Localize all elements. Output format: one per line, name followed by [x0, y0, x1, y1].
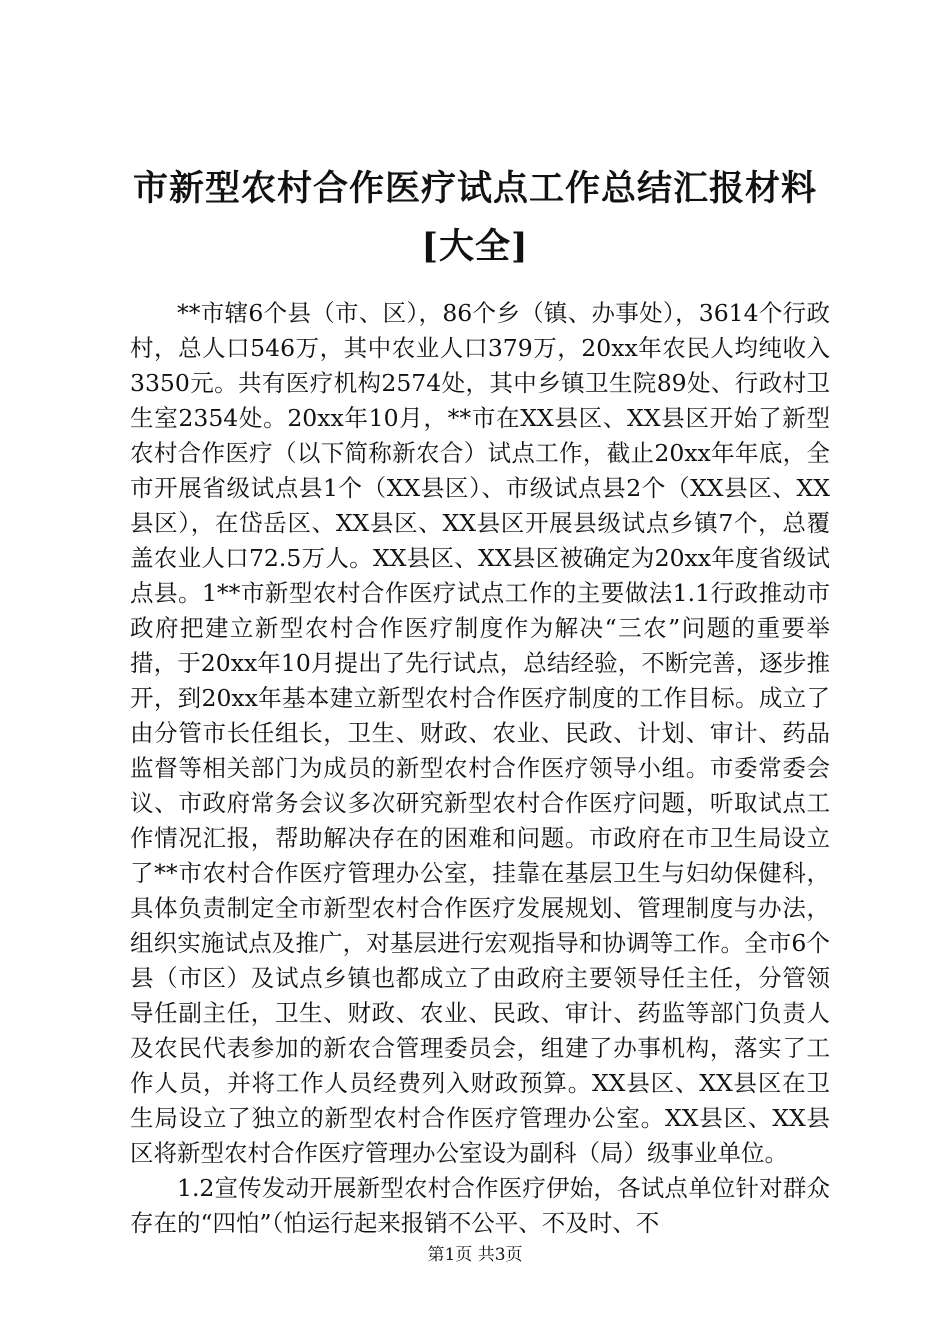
- document-body: [130, 296, 830, 1241]
- paragraph-2: 1.2宣传发动开展新型农村合作医疗伊始，各试点单位针对群众存在的“四怕”（怕运行起来报销不公平、不及时、不: [130, 1174, 830, 1237]
- paragraph-1: **市辖6个县（市、区），86个乡（镇、办事处），3614个行政村，总人口546万，其中农业人口379万，20xx年农民人均纯收入3350元。共有医疗机构2574处，其中乡镇卫生院89处、行政村卫生室2354处。20xx年10月，**市在XX县区、XX县区开始了新型农村合作医疗（以下简称新农合）试点工作，截止20xx年年底，全市开展省级试点县1个（XX县区）、市级试点县2个（XX县区、XX县区），在岱岳区、XX县区、XX县区开展县级试点乡镇7个，总覆盖农业人口72.5万人。XX县区、XX县区被确定为20xx年度省级试点县。1**市新型农村合作医疗试点工作的主要做法1.1行政推动市政府把建立新型农村合作医疗制度作为解决“三农”问题的重要举措，于20xx年10月提出了先行试点，总结经验，不断完善，逐步推开，到20xx年基本建立新型农村合作医疗制度的工作目标。成立了由分管市长任组长，卫生、财政、农业、民政、计划、审计、药品监督等相关部门为成员的新型农村合作医疗领导小组。市委常委会议、市政府常务会议多次研究新型农村合作医疗问题，听取试点工作情况汇报，帮助解决存在的困难和问题。市政府在市卫生局设立了**市农村合作医疗管理办公室，挂靠在基层卫生与妇幼保健科，具体负责制定全市新型农村合作医疗发展规划、管理制度与办法，组织实施试点及推广，对基层进行宏观指导和协调等工作。全市6个县（市区）及试点乡镇也都成立了由政府主要领导任主任，分管领导任副主任，卫生、财政、农业、民政、审计、药监等部门负责人及农民代表参加的新农合管理委员会，组建了办事机构，落实了工作人员，并将工作人员经费列入财政预算。XX县区、XX县区在卫生局设立了独立的新型农村合作医疗管理办公室。XX县区、XX县区将新型农村合作医疗管理办公室设为副科（局）级事业单位。: [130, 299, 830, 1167]
- document-title: 市新型农村合作医疗试点工作总结汇报材料[大全]: [132, 168, 817, 267]
- page-footer: 第1页 共3页: [427, 1245, 523, 1265]
